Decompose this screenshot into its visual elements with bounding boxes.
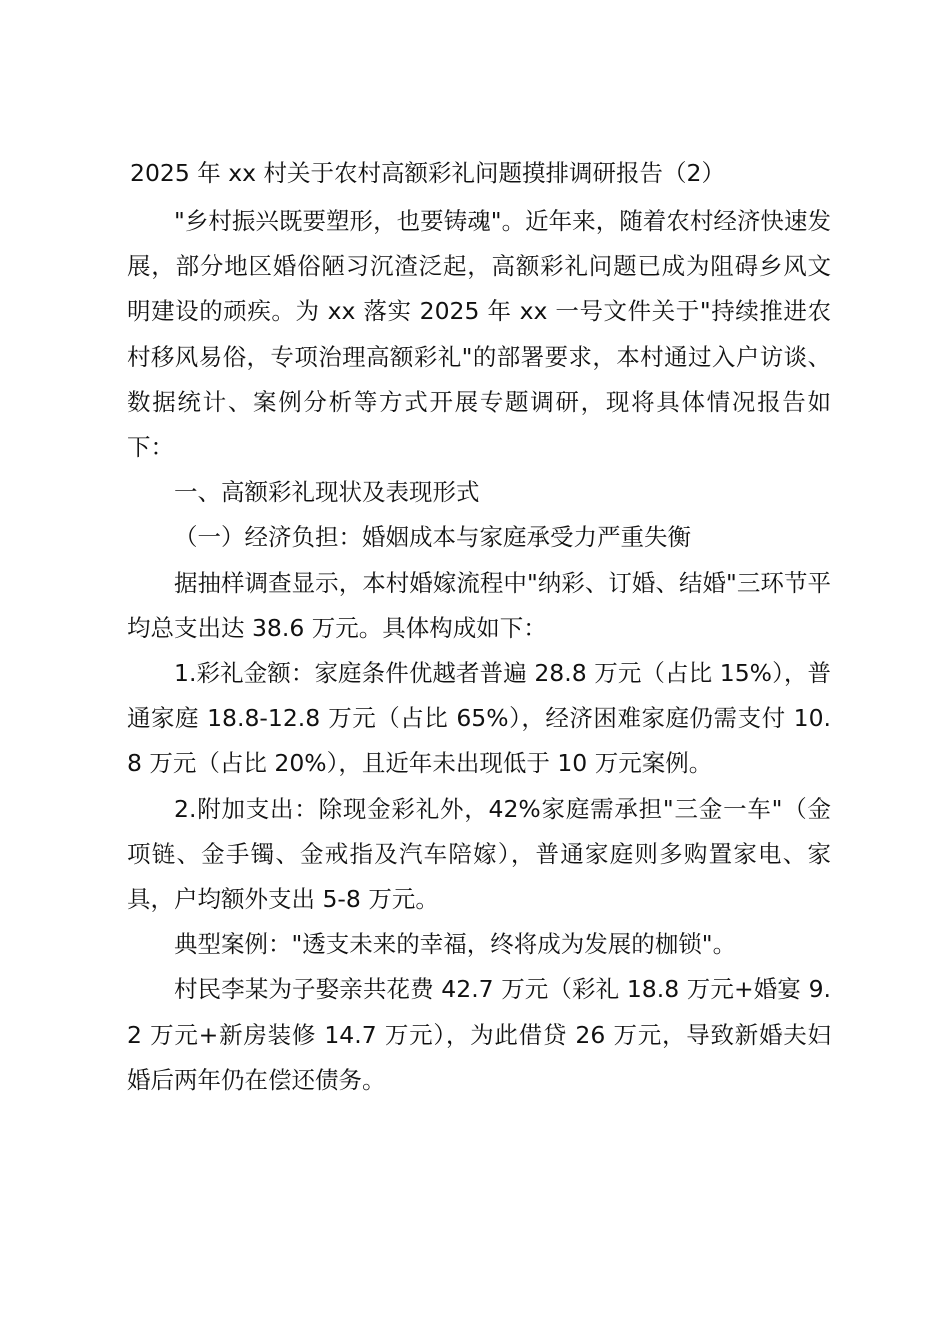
document-body — [127, 199, 831, 1103]
extra-expense-paragraph: 2.附加支出：除现金彩礼外，42%家庭需承担"三金一车"（金项链、金手镯、金戒指及汽车陪嫁），普通家庭则多购置家电、家具，户均额外支出 5-8 万元。 — [127, 794, 831, 914]
case-heading: 典型案例："透支未来的幸福，终将成为发展的枷锁"。 — [174, 930, 737, 959]
bride-price-paragraph: 1.彩礼金额：家庭条件优越者普遍 28.8 万元（占比 15%），普通家庭 18.8-12.8 万元（占比 65%），经济困难家庭仍需支付 10.8 万元（占比 20%），且近年未出现低于 10 万元案例。 — [127, 659, 831, 778]
subsection-heading-1: （一）经济负担：婚姻成本与家庭承受力严重失衡 — [174, 523, 691, 552]
section-heading-1: 一、高额彩礼现状及表现形式 — [174, 478, 480, 507]
survey-paragraph: 据抽样调查显示，本村婚嫁流程中"纳彩、订婚、结婚"三环节平均总支出达 38.6 万元。具体构成如下： — [127, 568, 831, 642]
intro-paragraph: "乡村振兴既要塑形，也要铸魂"。近年来，随着农村经济快速发展，部分地区婚俗陋习沉渣泛起，高额彩礼问题已成为阻碍乡风文明建设的顽疾。为 xx 落实 2025 年 xx 一号文件关于"持续推进农村移风易俗，专项治理高额彩礼"的部署要求，本村通过入户访谈、数据统计、案例分析等方式开展专题调研，现将具体情况报告如下： — [127, 207, 831, 462]
document-title: 2025 年 xx 村关于农村高额彩礼问题摸排调研报告（2） — [130, 159, 725, 187]
case-paragraph: 村民李某为子娶亲共花费 42.7 万元（彩礼 18.8 万元+婚宴 9.2 万元+新房装修 14.7 万元），为此借贷 26 万元，导致新婚夫妇婚后两年仍在偿还债务。 — [127, 975, 831, 1094]
